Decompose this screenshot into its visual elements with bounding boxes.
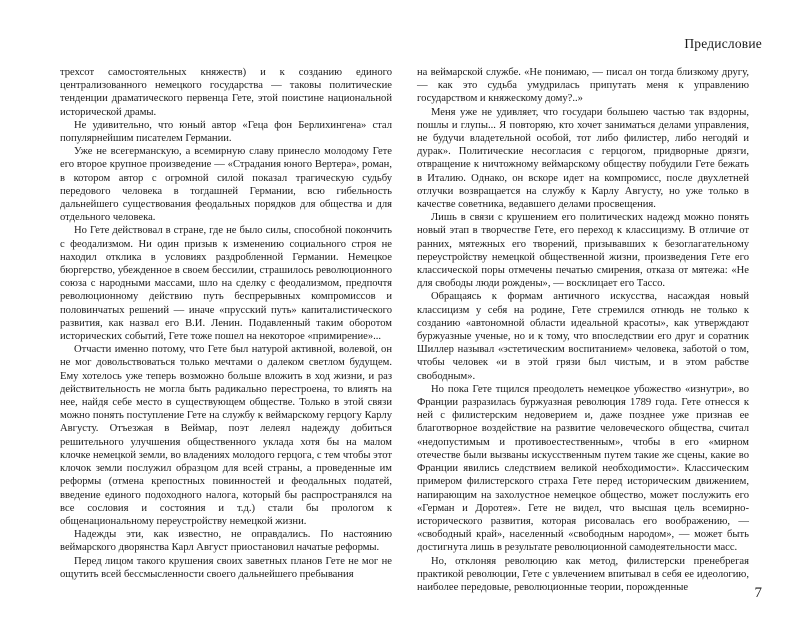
right-column <box>417 66 749 594</box>
running-head: Предисловие <box>684 36 762 51</box>
paragraph: Но, отклоняя революцию как метод, филистерски пренебрегая практикой революции, Гете с увлечением впитывал в себя ее идеологию, наиболее передовые, революционные теории, порожденные <box>417 555 749 593</box>
paragraph: Но пока Гете тщился преодолеть немецкое убожество «изнутри», во Франции разразилась буржуазная революция 1789 года. Гете отнесся к ней с филистерским недоверием и, даже позднее уже признав ее благотворное воздействие на развитие человеческого общества, считал «недопустимым и противоестественным», чтобы в его «мирном отечестве были вызваны искусственным путем такие же сцены, какие во Франции явились следствием великой необходимости». Классическим примером филистерского страха Гете перед историческим движением, напирающим на захолустное немецкое общество, может послужить его «Герман и Доротея». Гете не видел, что высшая цель всемирно-исторического развития, которая рисовалась его воображению, — «свободный край», населенный «свободным народом», — может быть достигнута лишь в результате революционной самодеятельности масс. <box>417 383 749 554</box>
paragraph: Уже не всегерманскую, а всемирную славу принесло молодому Гете его второе крупное произведение — «Страдания юного Вертера», роман, в котором автор с огромной силой показал трагическую судьбу передового человека в тогдашней Германии, всю гибельность дальнейшего существования феодальных порядков для общества и для отдельного человека. <box>60 146 392 224</box>
left-column <box>60 66 392 581</box>
paragraph: трехсот самостоятельных княжеств) и к созданию единого централизованного немецкого государства — таковы политические тенденции драматического первенца Гете, этой поистине национальной исторической драмы. <box>60 67 392 118</box>
page-number: 7 <box>754 585 762 601</box>
paragraph: Надежды эти, как известно, не оправдались. По настоянию веймарского дворянства Карл Август приостановил начатые реформы. <box>60 529 392 554</box>
paragraph: Обращаясь к формам античного искусства, насаждая новый классицизм у себя на родине, Гете стремился отнюдь не только к созданию «автономной области идеальной красоты», как утверждают буржуазные ученые, но и к тому, что впоследствии его друг и соратник Шиллер называл «эстетическим воспитанием» человека, заботой о том, чтобы человек «и в этой грязи был чистым, и в этом рабстве свободным». <box>417 291 749 382</box>
paragraph: Но Гете действовал в стране, где не было силы, способной покончить с феодализмом. Ни один призыв к изменению социального строя не находил отклика в условиях раздробленной Германии. Немецкое бюргерство, убежденное в своем бессилии, страшилось революционного союза с народными массами, шло на сделку с феодализмом, предпочтя революционному действию путь беспрерывных компромиссов и половинчатых решений — иначе «прусский путь» капиталистического развития, как назвал его В.И. Ленин. Подавленный таким оборотом исторических событий, Гете тоже пошел на некоторое «примирение»... <box>60 225 392 343</box>
paragraph: Меня уже не удивляет, что государи большею частью так вздорны, пошлы и глупы... Я повторяю, кто хочет заниматься делами управления, не будучи владетельной особой, тот либо филистер, либо негодяй и дурак». Политические несогласия с герцогом, придворные дрязги, отвращение к ничтожному веймарскому обществу побудили Гете бежать в Италию. Однако, он вскоре идет на компромисс, после двухлетней отлучки возвращается на службу к Карлу Августу, но уже только в качестве советника, ведавшего делами просвещения. <box>417 106 749 211</box>
paragraph: Лишь в связи с крушением его политических надежд можно понять новый этап в творчестве Гете, его переход к классицизму. В отличие от ранних, мятежных его творений, призывавших к безоглагательному переустройству немецкой общественной жизни, произведения Гете его классической поры отмечены печатью смирения, отказа от мятежа: «Не для свободы люди рождены», — восклицает его Тассо. <box>417 212 749 290</box>
paragraph: на веймарской службе. «Не понимаю, — писал он тогда близкому другу, — как это судьба умудрилась припутать меня к управлению государством и княжескому дому?..» <box>417 67 749 105</box>
paragraph: Не удивительно, что юный автор «Геца фон Берлихингена» стал популярнейшим писателем Германии. <box>60 119 392 145</box>
paragraph: Перед лицом такого крушения своих заветных планов Гете не мог не ощутить всей бессмысленности своего дальнейшего пребывания <box>60 555 392 580</box>
paragraph: Отчасти именно потому, что Гете был натурой активной, волевой, он не мог довольствоваться только мечтами о далеком светлом будущем. Ему хотелось уже теперь возможно больше вложить в ход жизни, и раз действительность не могла быть радикально перестроена, то влиять на нее, найдя себе место в существующем обществе. Только в этой связи можно понять поступление Гете на службу к веймарскому герцогу Карлу Августу. Отъезжая в Веймар, поэт лелеял надежду добиться решительного улучшения общественного уклада хотя бы на малом клочке немецкой земли, во владениях молодого герцога, с тем чтобы этот клочок земли послужил образцом для всей страны, а проведенные им реформы (отмена крепостных повинностей и феодальных податей, введение единого подоходного налога, который бы распространялся на все сословия и состояния и т.д.) стали бы прологом к общенациональному переустройству немецкой жизни. <box>60 344 392 527</box>
